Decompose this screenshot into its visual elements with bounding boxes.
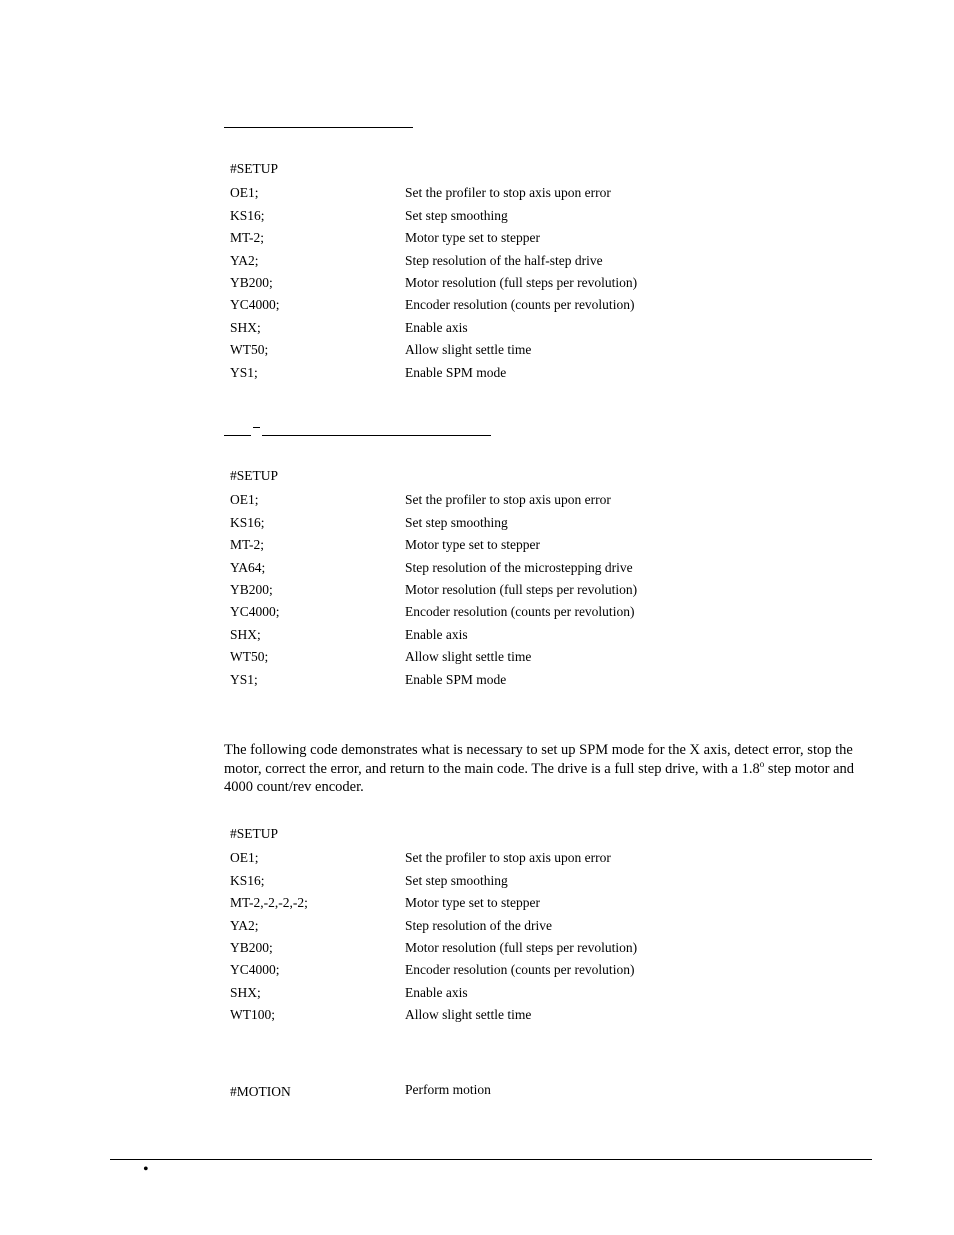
code-command: YC4000;	[230, 604, 280, 620]
code-comment: Motor resolution (full steps per revolution)	[405, 939, 638, 955]
code-comment: Enable SPM mode	[405, 671, 507, 687]
code-command: KS16;	[230, 514, 265, 530]
code-command: YB200;	[230, 939, 273, 955]
code-comment: Motor type set to stepper	[405, 230, 540, 246]
code-command: #SETUP	[230, 468, 279, 483]
code-command: MT-2;	[230, 230, 265, 246]
code-comment: Encoder resolution (counts per revolution)	[405, 962, 635, 978]
section-1-heading-underline	[224, 127, 413, 128]
code-command: KS16;	[230, 207, 265, 223]
code-command: YS1;	[230, 671, 258, 687]
code-command: KS16;	[230, 872, 265, 888]
code-command: YC4000;	[230, 297, 280, 313]
code-comment: Allow slight settle time	[405, 649, 532, 665]
code-command: YA2;	[230, 252, 259, 268]
code-comment: Set the profiler to stop axis upon error	[405, 850, 611, 866]
code-command: SHX;	[230, 984, 261, 1000]
section-2-heading-mark	[253, 427, 260, 428]
paragraph-text-after: step motor and 4000 count/rev encoder.	[224, 760, 855, 795]
code-comment: Set step smoothing	[405, 872, 508, 888]
code-comment: Enable SPM mode	[405, 364, 507, 380]
code-command: SHX;	[230, 626, 261, 642]
degree-superscript: o	[759, 758, 765, 769]
code-command: #SETUP	[230, 826, 279, 841]
code-command: YC4000;	[230, 962, 280, 978]
code-comment: Allow slight settle time	[405, 342, 532, 358]
footer-divider	[110, 1159, 872, 1160]
code-command: MT-2,-2,-2,-2;	[230, 895, 308, 911]
code-comment: Step resolution of the microstepping drive	[405, 559, 633, 575]
code-command: YB200;	[230, 581, 273, 597]
code-command: YB200;	[230, 274, 273, 290]
code-comment: Step resolution of the drive	[405, 917, 552, 933]
code-command: OE1;	[230, 492, 259, 508]
code-command: YA64;	[230, 559, 266, 575]
code-command: WT100;	[230, 1007, 275, 1023]
code-comment: Set the profiler to stop axis upon error	[405, 492, 611, 508]
code-comment: Set step smoothing	[405, 514, 508, 530]
code-command: OE1;	[230, 185, 259, 201]
code-comment: Set step smoothing	[405, 207, 508, 223]
code-comment: Set the profiler to stop axis upon error	[405, 185, 611, 201]
footer-bullet: •	[143, 1161, 149, 1178]
code-command: YA2;	[230, 917, 259, 933]
paragraph-text: The following code demonstrates what is necessary to set up SPM mode for the X axis, detect error, stop the motor, correct the error, and return to the main code. The drive is a full step drive, with a 1.8	[224, 742, 853, 777]
code-comment: Step resolution of the half-step drive	[405, 252, 603, 268]
code-comment: Motor resolution (full steps per revolution)	[405, 274, 638, 290]
description-paragraph	[224, 741, 872, 797]
code-command: #SETUP	[230, 161, 279, 176]
section-2-heading-underline-long	[262, 435, 491, 436]
code-comment: Motor type set to stepper	[405, 537, 540, 553]
code-command: OE1;	[230, 850, 259, 866]
code-command: YS1;	[230, 364, 258, 380]
code-comment: Encoder resolution (counts per revolution)	[405, 604, 635, 620]
code-comment: Encoder resolution (counts per revolution)	[405, 297, 635, 313]
code-command: WT50;	[230, 342, 269, 358]
code-comment: Enable axis	[405, 319, 468, 335]
code-command: WT50;	[230, 649, 269, 665]
code-comment: Enable axis	[405, 984, 468, 1000]
code-command: #MOTION	[230, 1084, 291, 1099]
code-comment: Motor type set to stepper	[405, 895, 540, 911]
section-2-heading-underline-short	[224, 435, 251, 436]
code-command: SHX;	[230, 319, 261, 335]
code-command: MT-2;	[230, 537, 265, 553]
code-comment: Allow slight settle time	[405, 1007, 532, 1023]
code-comment: Motor resolution (full steps per revolution)	[405, 581, 638, 597]
code-comment: Enable axis	[405, 626, 468, 642]
code-comment: Perform motion	[405, 1082, 491, 1097]
